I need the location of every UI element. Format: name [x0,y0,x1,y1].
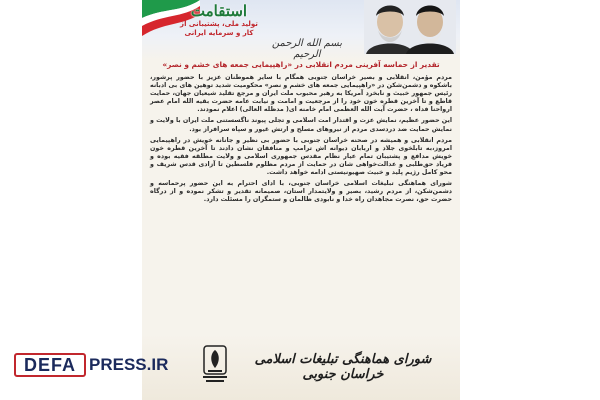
top-banner [142,0,460,60]
organization-signature: شورای هماهنگی تبلیغات اسلامی خراسان جنوبی [254,352,432,382]
announcement-poster [142,0,460,400]
paragraph: مردم مؤمن، انقلابی و بصیر خراسان جنوبی همگام با سایر هموطنان عزیز با حضور پرشور، باشکوه و دشمن‌شکن در «راهپیمایی جمعه های خشم و نصر» محکومیت شدید توهین های بی ادبانه رئیس جمهور خبیث و نابخرد آمریکا به رهبر محبوب ملت ایران و مرجع تقلید شیعیان جهان، حمایت قاطع و تا آخرین قطره خون خود را از مرجعیت و امامت و نیابت عامه حضرت بقیه الله امام عصر ارواحنا فداه ، حضرت آیت الله العظمی امام خامنه ای( مدظله العالی) اعلام نمودند. [150,74,452,114]
slogan-subtitle: تولید ملی، پشتیبانی از کار و سرمایه ایرانی [180,20,258,37]
slogan [178,2,260,52]
council-emblem-icon [200,344,230,384]
watermark-brand-domain: PRESS.IR [89,355,169,374]
bismillah: بسم الله الرحمن الرحیم [271,38,343,60]
defapress-watermark [14,352,168,378]
paragraph: مردم انقلابی و همیشه در صحنه خراسان جنوبی با حضور بی نظیر و جانانه خویش در راهپیمایی امروز،به تابلخوی جلاد و اربابان دیوانه اش ترامپ و منافقان نشان دادند تا آخرین قطره خون خویش مدافع و پشتیبان تمام عیار نظام مقدس جمهوری اسلامی و ولایت مطلقه فقیه بوده و فریاد حق‌طلبی و عدالت‌خواهی شان در حمایت از مردم مظلوم فلسطین تا آزادی قدس شریف و محو کامل رژیم پلید و خبیث صهیونیستی ادامه خواهد داشت. [150,136,452,177]
watermark-brand-box: DEFA [14,353,86,377]
statement-body [150,74,452,332]
headline: تقدیر از حماسه آفرینی مردم انقلابی در «راهپیمایی جمعه های خشم و نصر» [162,60,440,69]
paragraph: شورای هماهنگی تبلیغات اسلامی خراسان جنوبی، با ادای احترام به این حضور پرحماسه و دشمن‌شکن، از مردم رشید، بصیر و ولایتمدار استان، صمیمانه تقدیر و تشکر نموده و از درگاه حضرت حق، نصرت مجاهدان راه خدا و نابودی ظالمان و ستمگران را مسئلت دارد. [150,180,452,204]
leaders-portrait-image [364,0,456,54]
paragraph: این حضور عظیم، نمایش عزت و اقتدار امت اسلامی و تجلی پیوند ناگسستنی ملت ایران با ولایت و نمایش حمایت ضد دردسدی مردم از نیروهای مسلح و ارتش غیور و سپاه سرافراز بود. [150,117,452,133]
slogan-title: استقامت [190,2,248,20]
footer [142,334,460,400]
